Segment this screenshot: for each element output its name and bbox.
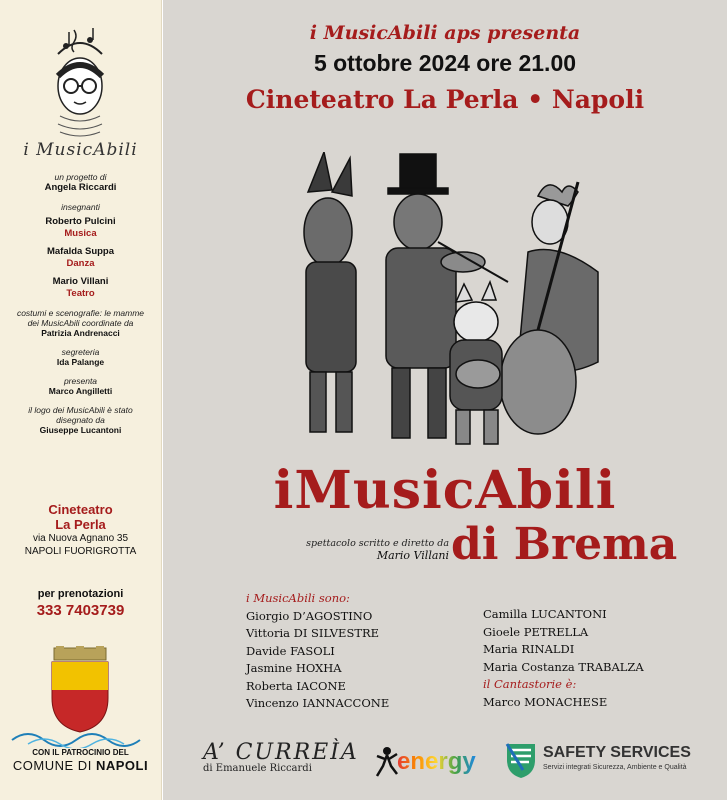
sponsor-curreia <box>203 740 359 774</box>
venue-block <box>0 502 161 558</box>
regia-label: spettacolo scritto e diretto da <box>306 538 449 549</box>
venue-city: NAPOLI FUORIGROTTA <box>24 546 137 557</box>
teacher-role: Musica <box>64 228 97 239</box>
poster <box>163 0 727 800</box>
curreia-logo: A’ CURREÌA <box>203 740 359 765</box>
cast-member: Gioele PETRELLA <box>483 624 589 639</box>
curreia-sub: di Emanuele Riccardi <box>203 763 312 774</box>
progetto-label: un progetto di <box>54 172 107 182</box>
presenta-name: Marco Angilletti <box>48 386 113 396</box>
cast-list-left <box>246 590 389 713</box>
event-place: Cineteatro La Perla • Napoli <box>245 85 645 114</box>
cast-member: Vittoria DI SILVESTRE <box>246 626 380 640</box>
teacher-role: Teatro <box>66 288 95 299</box>
safety-sub: Servizi integrati Sicurezza, Ambiente e Qualità <box>543 764 687 771</box>
teacher-name: Mafalda Suppa <box>46 246 115 257</box>
sponsor-safety <box>503 740 713 780</box>
cast-member: Davide FASOLI <box>246 643 335 658</box>
sponsor-energy <box>375 746 485 780</box>
sidebar-brand: i MusicAbili <box>23 140 138 160</box>
patrocinio-label: CON IL PATROCINIO DEL <box>32 748 129 757</box>
regia-block <box>269 538 449 562</box>
presenta-label: presenta <box>63 376 98 386</box>
show-title-line1: iMusicAbili <box>273 460 617 521</box>
cast-member: Giorgio D’AGOSTINO <box>246 608 373 623</box>
logo-credit-name: Giuseppe Lucantoni <box>39 425 122 435</box>
cast-member: Jasmine HOXHA <box>246 661 342 675</box>
insegnanti-label: insegnanti <box>61 202 100 212</box>
patrocinio-block <box>0 748 161 773</box>
cast-heading: i MusicAbili sono: <box>246 591 350 605</box>
cast-member: Maria Costanza TRABALZA <box>483 659 644 674</box>
teacher-role: Danza <box>66 258 95 269</box>
booking-label: per prenotazioni <box>37 588 124 600</box>
cast-member: Vincenzo IANNACCONE <box>246 696 390 710</box>
progetto-name: Angela Riccardi <box>44 182 117 193</box>
safety-shield-icon <box>503 740 539 780</box>
cast-list-right <box>483 606 644 711</box>
cantastorie-label: il Cantastorie è: <box>483 677 577 691</box>
credits <box>0 172 161 436</box>
booking-phone[interactable]: 333 7403739 <box>36 602 125 619</box>
energy-logo: energy <box>397 748 476 775</box>
sidebar <box>0 0 162 800</box>
segreteria-label: segreteria <box>61 347 100 357</box>
teacher-name: Roberto Pulcini <box>45 216 116 227</box>
presenta-line: i MusicAbili aps presenta <box>309 22 581 44</box>
cast-member: Camilla LUCANTONI <box>483 607 607 621</box>
show-title-line2: di Brema <box>451 519 678 570</box>
cantastorie-name: Marco MONACHESE <box>483 694 608 709</box>
venue-name: Cineteatro <box>48 502 113 517</box>
venue-name: La Perla <box>55 517 106 532</box>
regia-name: Mario Villani <box>376 549 449 562</box>
patrocinio-comune: COMUNE DI NAPOLI <box>12 758 149 773</box>
dancer-icon <box>375 746 399 780</box>
napoli-crest-icon <box>42 646 118 734</box>
cast-member: Roberta IACONE <box>246 678 346 693</box>
safety-title: SAFETY SERVICES <box>543 744 691 761</box>
costumi-name: Patrizia Andrenacci <box>41 328 120 338</box>
poster-header <box>163 22 727 114</box>
booking-block <box>0 588 161 619</box>
waves-icon <box>8 726 154 748</box>
venue-address: via Nuova Agnano 35 <box>32 533 129 544</box>
costumi-label: costumi e scenografie: le mamme dei MusicAbili coordinate da <box>16 308 145 328</box>
teacher-name: Mario Villani <box>52 276 109 287</box>
segreteria-name: Ida Palange <box>56 357 105 367</box>
event-date: 5 ottobre 2024 ore 21.00 <box>313 50 577 76</box>
logo-credit-label: il logo dei MusicAbili è stato disegnato da <box>28 405 133 425</box>
bremen-musicians-illustration <box>288 152 628 452</box>
sponsor-bar <box>163 738 727 788</box>
cast-member: Maria RINALDI <box>483 642 575 656</box>
